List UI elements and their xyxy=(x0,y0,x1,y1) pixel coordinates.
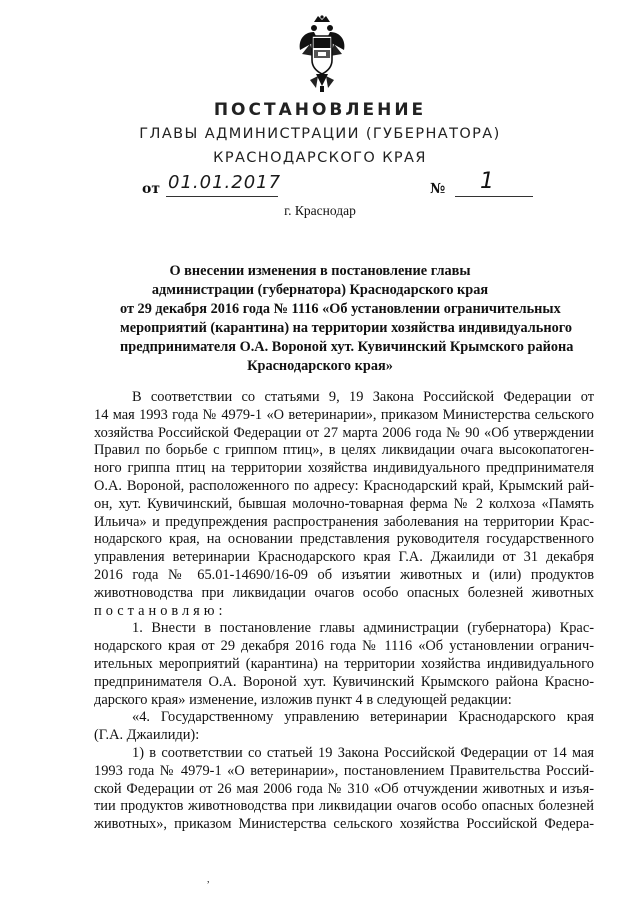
document-title: ПОСТАНОВЛЕНИЕ xyxy=(213,100,427,120)
body-line: тии продуктов животноводства при ликвидации очагов особо опасных болезней xyxy=(94,798,594,815)
body-line: 2016 года № 65.01-14690/16-09 об изъятии животных и (или) продуктов xyxy=(94,566,594,583)
body-line: 1. Внести в постановление главы администрации (губернатора) Крас- xyxy=(132,620,594,637)
body-line: Ильича» и предупреждения распространения заболевания на территории Крас- xyxy=(94,513,594,530)
document-date: 01.01.2017 xyxy=(168,172,282,193)
document-body xyxy=(94,389,594,834)
body-line: постановляю: xyxy=(94,602,227,619)
document-city: г. Краснодар xyxy=(284,203,356,218)
body-line: 1) в соответствии со статьей 19 Закона Российской Федерации от 14 мая xyxy=(132,744,594,761)
date-label: от xyxy=(142,181,161,197)
body-line: (Г.А. Джаилиди): xyxy=(94,727,200,744)
body-line: животных», приказом Министерства сельского хозяйства Российской Федера- xyxy=(94,816,594,833)
subject-line: мероприятий (карантина) на территории хозяйства индивидуального xyxy=(120,320,573,336)
subject-line: О внесении изменения в постановление главы xyxy=(169,263,471,279)
body-line: хозяйства Российской Федерации от 27 марта 2006 года № 90 «Об утверждении xyxy=(94,424,594,441)
body-line: О.А. Вороной, расположенного по адресу: Краснодарский край, Крымский рай- xyxy=(94,477,594,494)
number-label: № xyxy=(430,181,446,197)
document-region: КРАСНОДАРСКОГО КРАЯ xyxy=(213,150,427,166)
body-line: ного гриппа птиц на территории хозяйства индивидуального предпринимателя xyxy=(94,460,594,477)
number-underline xyxy=(455,196,533,197)
body-line: 1993 года № 4979-1 «О ветеринарии», постановлением Правительства Россий- xyxy=(94,762,594,779)
body-line: нодарского края, на основании представления руководителя государственного xyxy=(94,531,594,548)
document-subject xyxy=(120,262,574,376)
body-line: нодарского края от 29 декабря 2016 года № 1116 «Об установлении огранич- xyxy=(94,638,594,655)
body-line: Правил по борьбе с гриппом птиц», в целях ликвидации очага высокопатоген- xyxy=(94,442,594,459)
body-line: управления ветеринарии Краснодарского края Г.А. Джаилиди от 31 декабря xyxy=(94,549,594,566)
subject-line: Краснодарского края» xyxy=(247,358,393,374)
document-subtitle: ГЛАВЫ АДМИНИСТРАЦИИ (ГУБЕРНАТОРА) xyxy=(139,126,501,142)
subject-line: предпринимателя О.А. Вороной хут. Кувичинский Крымского района xyxy=(120,339,574,355)
subject-line: администрации (губернатора) Краснодарского края xyxy=(151,282,489,298)
body-line: животноводства при ликвидации очагов особо опасных болезней животных xyxy=(94,584,594,601)
body-line: дарского края» изменение, изложив пункт 4 в следующей редакции: xyxy=(94,691,512,708)
body-line: 14 мая 1993 года № 4979-1 «О ветеринарии», приказом Министерства сельского xyxy=(94,406,594,423)
body-line: ительных мероприятий (карантина) на территории хозяйства индивидуального xyxy=(94,655,594,672)
coat-of-arms-emblem xyxy=(296,14,348,94)
subject-line: от 29 декабря 2016 года № 1116 «Об установлении ограничительных xyxy=(120,301,561,317)
document-number: 1 xyxy=(480,169,494,194)
body-line: ской Федерации от 26 мая 2006 года № 310 «Об отчуждении животных и изъя- xyxy=(94,780,594,797)
scan-mark: , xyxy=(207,874,210,885)
body-line: «4. Государственному управлению ветеринарии Краснодарского края xyxy=(132,709,594,726)
body-line: предпринимателя О.А. Вороной хут. Кувичинский Крымского района Красно- xyxy=(94,673,594,690)
date-underline xyxy=(166,196,278,197)
body-line: он, хут. Кувичинский, бывшая молочно-товарная ферма № 2 колхоза «Память xyxy=(94,495,594,512)
body-line: В соответствии со статьями 9, 19 Закона Российской Федерации от xyxy=(132,389,594,405)
